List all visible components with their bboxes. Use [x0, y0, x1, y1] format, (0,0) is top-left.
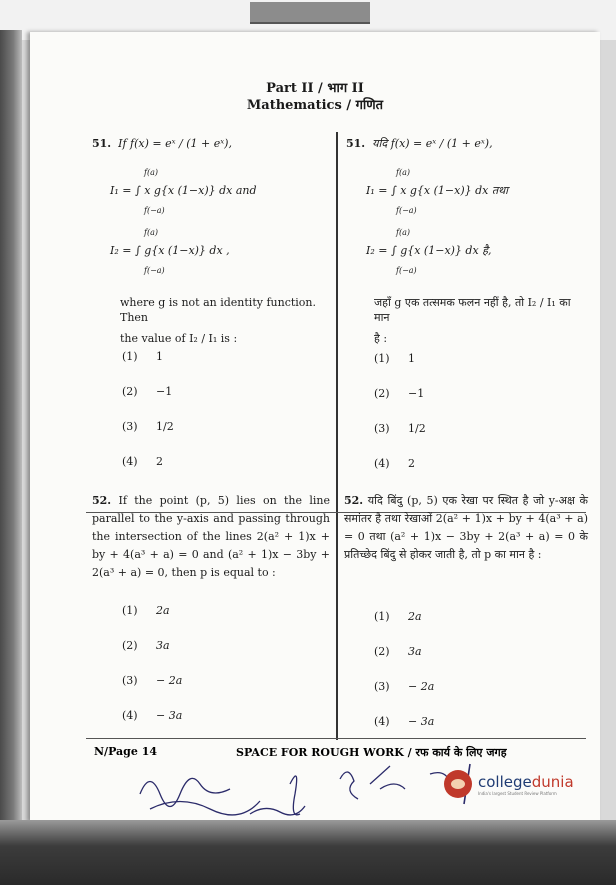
- option-4[interactable]: (4) 2: [122, 455, 163, 468]
- option-4[interactable]: (4) − 3a: [374, 715, 435, 728]
- exam-page: [30, 32, 600, 822]
- option-1[interactable]: (1) 2a: [122, 604, 170, 617]
- integral-expression: I₁ = ∫ x g{x (1−x)} dx तथा: [366, 184, 509, 197]
- option-2[interactable]: (2) −1: [374, 387, 425, 400]
- option-2[interactable]: (2) 3a: [122, 639, 170, 652]
- brand-name: collegedunia: [478, 772, 574, 791]
- upper-limit: f(a): [396, 168, 410, 177]
- integral-expression: I₂ = ∫ g{x (1−x)} dx ,: [110, 244, 230, 257]
- option-3[interactable]: (3) 1/2: [374, 422, 426, 435]
- option-2[interactable]: (2) −1: [122, 385, 173, 398]
- question-stem: If f(x) = eˣ / (1 + eˣ),: [118, 137, 232, 150]
- mascot-icon: [444, 770, 472, 798]
- question-tail: the value of I₂ / I₁ is :: [120, 332, 238, 345]
- lower-limit: f(−a): [396, 266, 417, 275]
- option-1[interactable]: (1) 1: [122, 350, 163, 363]
- page-header: [30, 80, 600, 114]
- option-4[interactable]: (4) 2: [374, 457, 415, 470]
- option-1[interactable]: (1) 2a: [374, 610, 422, 623]
- question-number: 51.: [92, 137, 112, 150]
- upper-limit: f(a): [396, 228, 410, 237]
- option-3[interactable]: (3) 1/2: [122, 420, 174, 433]
- q52-hindi-options: [374, 610, 434, 750]
- q52-english: [92, 492, 330, 582]
- subject-title: Mathematics / गणित: [246, 98, 384, 113]
- q51-hindi-options: [374, 352, 426, 492]
- scan-bottom-edge: [0, 820, 616, 885]
- upper-limit: f(a): [144, 168, 158, 177]
- question-number: 51.: [346, 137, 366, 150]
- option-3[interactable]: (3) − 2a: [122, 674, 183, 687]
- q51-english: [92, 136, 328, 346]
- rough-work-label: SPACE FOR ROUGH WORK / रफ कार्य के लिए जगह: [236, 746, 507, 759]
- column-divider: [336, 132, 338, 740]
- question-number: 52.: [92, 494, 112, 507]
- option-4[interactable]: (4) − 3a: [122, 709, 183, 722]
- question-text: यदि बिंदु (p, 5) एक रेखा पर स्थित है जो y-अक्ष के समांतर है तथा रेखाओं 2(a² + 1)x + by + 4(a³ + a) = 0 तथा (a² + 1)x − 3by + 2(a³ + a) = 0 के प्रतिच्छेद बिंदु से होकर जाती है, तो p का मान है :: [344, 494, 589, 561]
- page-number: N/Page 14: [94, 745, 158, 758]
- question-tail: जहाँ g एक तत्समक फलन नहीं है, तो I₂ / I₁ का मान: [374, 296, 571, 324]
- integral-i1: [92, 168, 328, 217]
- question-stem: यदि f(x) = eˣ / (1 + eˣ),: [372, 137, 493, 150]
- part-title: Part II / भाग II: [266, 81, 364, 96]
- integral-expression: I₁ = ∫ x g{x (1−x)} dx and: [110, 184, 257, 197]
- q52-hindi: [344, 492, 588, 564]
- question-number: 52.: [344, 494, 364, 507]
- lower-limit: f(−a): [396, 206, 417, 215]
- integral-i2: [92, 228, 328, 277]
- integral-i1: [346, 168, 586, 217]
- option-3[interactable]: (3) − 2a: [374, 680, 435, 693]
- option-2[interactable]: (2) 3a: [374, 645, 422, 658]
- lower-limit: f(−a): [144, 266, 165, 275]
- scan-dark-edge: [0, 30, 22, 840]
- option-1[interactable]: (1) 1: [374, 352, 415, 365]
- upper-limit: f(a): [144, 228, 158, 237]
- question-tail: है :: [374, 332, 388, 345]
- collegedunia-watermark: [444, 770, 574, 798]
- integral-i2: [346, 228, 586, 277]
- question-text: If the point (p, 5) lies on the line parallel to the y-axis and passing through the intersection of the lines 2(a² + 1)x + by + 4(a³ + a) = 0 and (a² + 1)x − 3by + 2(a³ + a) = 0, then p is equal to :: [92, 494, 330, 579]
- q52-english-options: [122, 604, 182, 744]
- integral-expression: I₂ = ∫ g{x (1−x)} dx है,: [366, 244, 492, 257]
- handwritten-scribbles: [130, 754, 490, 820]
- lower-limit: f(−a): [144, 206, 165, 215]
- q51-hindi: [346, 136, 586, 346]
- q51-english-options: [122, 350, 174, 490]
- question-tail: where g is not an identity function. Then: [120, 296, 317, 324]
- brand-tagline: India's largest Student Review Platform: [478, 790, 557, 796]
- scan-mark: [250, 2, 370, 24]
